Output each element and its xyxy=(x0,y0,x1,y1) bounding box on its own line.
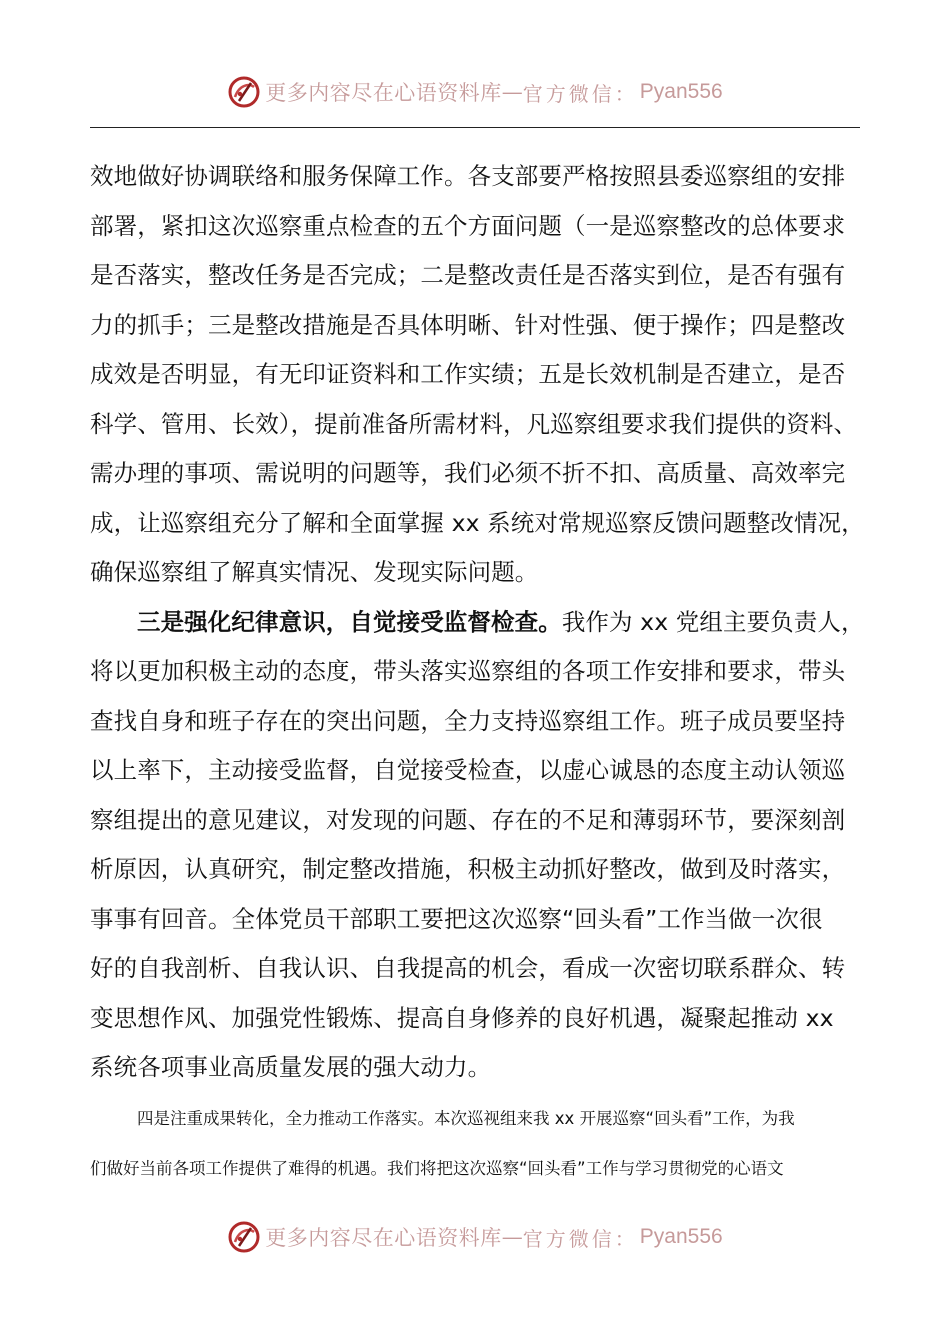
body-line: 是否落实，整改任务是否完成；二是整改责任是否落实到位，是否有强有 xyxy=(90,261,846,289)
footer-banner xyxy=(0,1217,950,1257)
body-line: 察组提出的意见建议，对发现的问题、存在的不足和薄弱环节，要深刻剖 xyxy=(90,805,846,834)
banner-separator: — xyxy=(501,80,523,104)
banner-site-text: 更多内容尽在心语资料库 xyxy=(265,1226,502,1250)
banner-wechat-label: 官方微信： xyxy=(522,1226,638,1251)
body-line: 系统各项事业高质量发展的强大动力。 xyxy=(90,1053,492,1081)
paragraph-4 xyxy=(90,1098,880,1198)
small-line: 四是注重成果转化，全力推动工作落实。本次巡视组来我 xx 开展巡察“回头看”工作，为我 xyxy=(137,1109,795,1128)
body-line: 效地做好协调联络和服务保障工作。各支部要严格按照县委巡察组的安排 xyxy=(90,162,846,190)
body-line: 科学、管用、长效），提前准备所需材料，凡巡察组要求我们提供的资料、 xyxy=(90,409,858,438)
body-line: 事事有回音。全体党员干部职工要把这次巡察“回头看”工作当做一次很 xyxy=(90,904,823,933)
banner-site-text: 更多内容尽在心语资料库 xyxy=(265,81,502,105)
body-line: 查找自身和班子存在的突出问题，全力支持巡察组工作。班子成员要坚持 xyxy=(90,706,846,735)
paragraph-3-heading: 三是强化纪律意识，自觉接受监督检查。 xyxy=(137,607,562,636)
body-line: 变思想作风、加强党性锻炼、提高自身修养的良好机遇，凝聚起推动 xx xyxy=(90,1003,834,1032)
body-line: 成效是否明显，有无印证资料和工作实绩；五是长效机制是否建立，是否 xyxy=(90,360,846,388)
header-divider xyxy=(90,127,860,128)
banner-wechat-id: Pyan556 xyxy=(639,1225,723,1248)
document-body xyxy=(90,152,880,1093)
body-line: 需办理的事项、需说明的问题等，我们必须不折不扣、高质量、高效率完 xyxy=(90,459,846,487)
body-line: 以上率下，主动接受监督，自觉接受检查，以虚心诚恳的态度主动认领巡 xyxy=(90,756,846,784)
body-line: 析原因，认真研究，制定整改措施，积极主动抓好整改，做到及时落实， xyxy=(90,855,846,883)
pen-swirl-logo-icon xyxy=(227,1220,261,1254)
header-banner xyxy=(0,72,950,112)
banner-separator: — xyxy=(501,1225,523,1249)
body-line: 好的自我剖析、自我认识、自我提高的机会，看成一次密切联系群众、转 xyxy=(90,954,846,982)
paragraph-3-first-line xyxy=(90,598,880,648)
body-line: 将以更加积极主动的态度，带头落实巡察组的各项工作安排和要求，带头 xyxy=(90,657,846,685)
body-line: 力的抓手；三是整改措施是否具体明晰、针对性强、便于操作；四是整改 xyxy=(90,310,846,339)
pen-swirl-logo-icon xyxy=(227,75,261,109)
paragraph-3-first-rest: 我作为 xx 党组主要负责人， xyxy=(561,607,865,636)
small-line: 们做好当前各项工作提供了难得的机遇。我们将把这次巡察“回头看”工作与学习贯彻党的心语文 xyxy=(90,1159,784,1178)
body-line: 成，让巡察组充分了解和全面掌握 xx 系统对常规巡察反馈问题整改情况， xyxy=(90,508,865,537)
banner-wechat-label: 官方微信： xyxy=(522,81,638,106)
body-line: 部署，紧扣这次巡察重点检查的五个方面问题（一是巡察整改的总体要求 xyxy=(90,211,846,240)
banner-wechat-id: Pyan556 xyxy=(639,80,723,103)
body-line: 确保巡察组了解真实情况、发现实际问题。 xyxy=(90,558,539,586)
